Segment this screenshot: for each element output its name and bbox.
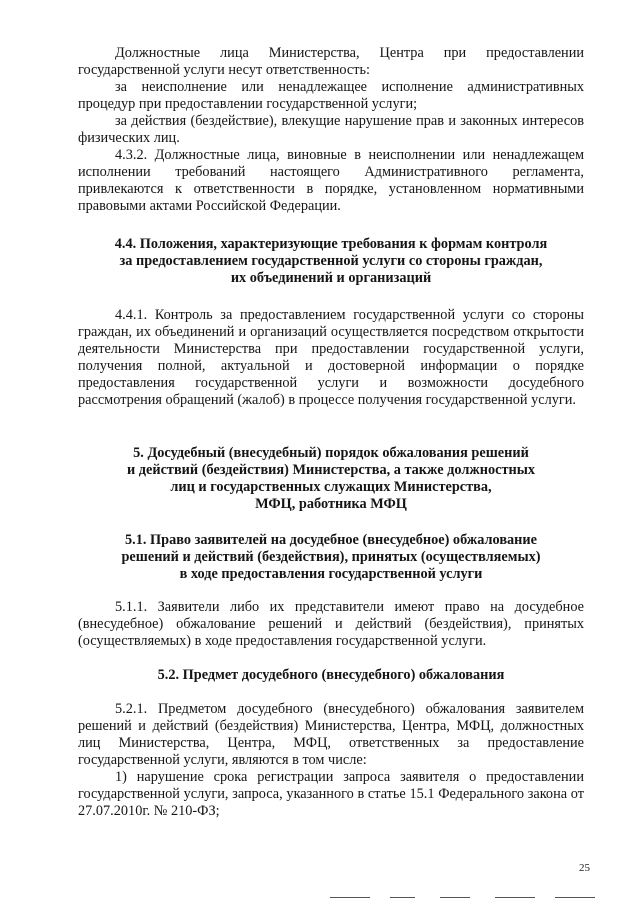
section-4-4-body <box>78 307 584 409</box>
section-5-heading <box>78 445 584 513</box>
scan-artifact-lines <box>330 895 600 901</box>
paragraph-5-1-1: 5.1.1. Заявители либо их представители имеют право на досудебное (внесудебное) обжалование решений и действий (бездействия), принятых (осуществляемых) в ходе предоставления государственной услуги. <box>78 599 584 649</box>
heading-line: МФЦ, работника МФЦ <box>255 496 407 512</box>
section-4-4-heading <box>78 236 584 287</box>
heading-line: и действий (бездействия) Министерства, а также должностных <box>126 462 536 478</box>
heading-line: за предоставлением государственной услуги со стороны граждан, <box>119 253 543 269</box>
section-5-1-body <box>78 599 584 650</box>
paragraph-4-3-2: 4.3.2. Должностные лица, виновные в неисполнении или ненадлежащем исполнении требований настоящего Административного регламента, привлекаются к ответственности в порядке, установленном нормативными правовыми актами Российской Федерации. <box>78 147 584 214</box>
heading-line: 5.2. Предмет досудебного (внесудебного) обжалования <box>157 667 505 683</box>
paragraph-actions: за действия (бездействие), влекущие нарушение прав и законных интересов физических лиц. <box>78 113 584 146</box>
heading-line: 5. Досудебный (внесудебный) порядок обжалования решений <box>133 445 529 461</box>
heading-line: 5.1. Право заявителей на досудебное (внесудебное) обжалование <box>124 532 538 548</box>
heading-line: 4.4. Положения, характеризующие требования к формам контроля <box>114 236 548 252</box>
paragraph-5-2-1: 5.2.1. Предметом досудебного (внесудебного) обжалования заявителем решений и действий (бездействия) Министерства, Центра, МФЦ, должностных лиц Министерства, Центра, МФЦ, ответственных за предоставление государственной услуги, являются в том числе: <box>78 701 584 768</box>
heading-line: их объединений и организаций <box>230 270 432 286</box>
paragraph-4-4-1: 4.4.1. Контроль за предоставлением государственной услуги со стороны граждан, их объединений и организаций осуществляется посредством открытости деятельности Министерства при предоставлении государственной услуги, получения полной, актуальной и достоверной информации о порядке предоставления государственной услуги и возможности досудебного рассмотрения обращений (жалоб) в процессе получения государственной услуги. <box>78 307 584 408</box>
responsibility-block <box>78 45 584 215</box>
paragraph-item-1: 1) нарушение срока регистрации запроса заявителя о предоставлении государственной услуги, запроса, указанного в статье 15.1 Федерального закона от 27.07.2010г. № 210-ФЗ; <box>78 769 584 819</box>
section-5-1-heading <box>78 532 584 583</box>
paragraph-officials: Должностные лица Министерства, Центра при предоставлении государственной услуги несут ответственность: <box>78 45 584 78</box>
page-number: 25 <box>579 862 590 874</box>
heading-line: в ходе предоставления государственной услуги <box>179 566 483 582</box>
heading-line: лиц и государственных служащих Министерства, <box>170 479 492 495</box>
section-5-2-heading <box>78 667 584 684</box>
section-5-2-body <box>78 701 584 820</box>
heading-line: решений и действий (бездействия), принятых (осуществляемых) <box>121 549 541 565</box>
paragraph-nonperformance: за неисполнение или ненадлежащее исполнение административных процедур при предоставлении государственной услуги; <box>78 79 584 112</box>
